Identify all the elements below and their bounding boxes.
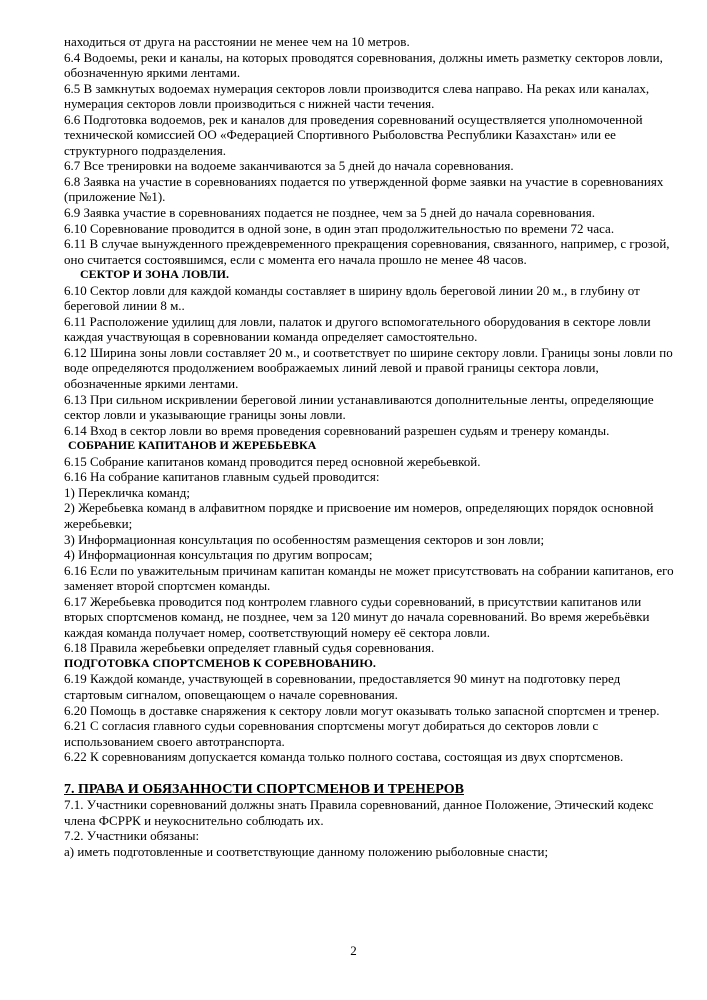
paragraph: 6.18 Правила жеребьевки определяет главный судья соревнования. (64, 640, 435, 656)
paragraph: 7.1. Участники соревнований должны знать Правила соревнований, данное Положение, Этический кодекс члена ФСРРК и неукоснительно соблюдать их. (64, 797, 654, 828)
paragraph: 6.14 Вход в сектор ловли во время проведения соревнований разрешен судьям и тренеру команды. (64, 422, 610, 438)
paragraph: 7.2. Участники обязаны: (64, 828, 200, 844)
paragraph: находиться от друга на расстоянии не менее чем на 10 метров. (64, 34, 410, 49)
section-heading: СОБРАНИЕ КАПИТАНОВ И ЖЕРЕБЬЕВКА (68, 438, 317, 453)
paragraph: 2) Жеребьевка команд в алфавитном порядке и присвоение им номеров, определяющих порядок основной жеребьевки; (64, 500, 654, 531)
section-heading: ПОДГОТОВКА СПОРТСМЕНОВ К СОРЕВНОВАНИЮ. (64, 655, 376, 670)
paragraph: 6.17 Жеребьевка проводится под контролем главного судьи соревнований, в присутствии капитанов или вторых спортсменов команд, не позднее, чем за 120 минут до начала соревнований. Во время жеребьёвки каждая команда получает номер, соответствующий номеру её сектора ловли. (64, 593, 650, 640)
paragraph: 6.16 На собрание капитанов главным судьей проводится: (64, 469, 380, 485)
paragraph: 6.21 С согласия главного судьи соревнования спортсмены могут добираться до секторов ловли с использованием своего автотранспорта. (64, 718, 599, 749)
paragraph: 6.12 Ширина зоны ловли составляет 20 м., и соответствует по ширине сектору ловли. Границы зоны ловли по воде определяются продолжением воображаемых линий левой и правой границы сектора ловли, обозначенные яркими лентами. (64, 344, 673, 392)
paragraph: 6.4 Водоемы, реки и каналы, на которых проводятся соревнования, должны иметь разметку секторов ловли, обозначенную яркими лентами. (64, 49, 663, 81)
paragraph: 6.20 Помощь в доставке снаряжения к сектору ловли могут оказывать только запасной спортсмен и тренер. (64, 702, 660, 718)
paragraph: 4) Информационная консультация по другим вопросам; (64, 547, 373, 563)
page-number: 2 (350, 943, 357, 958)
paragraph: 6.8 Заявка на участие в соревнованиях подается по утвержденной форме заявки на участие в соревнованиях (приложение №1). (64, 173, 664, 205)
paragraph: 3) Информационная консультация по особенностям размещения секторов и зон ловли; (64, 531, 545, 547)
paragraph: 6.22 К соревнованиям допускается команда только полного состава, состоящая из двух спортсменов. (64, 749, 624, 765)
paragraph: 6.10 Сектор ловли для каждой команды составляет в ширину вдоль береговой линии 20 м., в глубину от береговой линии 8 м.. (64, 282, 640, 314)
paragraph: 6.19 Каждой команде, участвующей в соревновании, предоставляется 90 минут на подготовку перед стартовым сигналом, оповещающем о начале соревнования. (64, 671, 621, 702)
paragraph: 6.5 В замкнутых водоемах нумерация секторов ловли производится слева направо. На реках или каналах, нумерация секторов ловли производиться с нижней части течения. (64, 80, 650, 112)
paragraph: а) иметь подготовленные и соответствующие данному положению рыболовные снасти; (64, 843, 549, 859)
paragraph: 6.6 Подготовка водоемов, рек и каналов для проведения соревнований осуществляется уполномоченной технической комиссией ОО «Федерацией Спортивного Рыболовства Республики Казахстан» или ее структурного подразделения. (64, 111, 643, 158)
paragraph: 6.7 Все тренировки на водоеме заканчиваются за 5 дней до начала соревнования. (64, 158, 514, 174)
paragraph: 6.10 Соревнование проводится в одной зоне, в один этап продолжительностью по времени 72 часа. (64, 220, 615, 236)
paragraph: 6.9 Заявка участие в соревнованиях подается не позднее, чем за 5 дней до начала соревнования. (64, 205, 595, 221)
section-title: 7. ПРАВА И ОБЯЗАННОСТИ СПОРТСМЕНОВ И ТРЕНЕРОВ (64, 781, 464, 797)
paragraph: 6.16 Если по уважительным причинам капитан команды не может присутствовать на собрании капитанов, его заменяет второй спортсмен команды. (64, 562, 674, 594)
paragraph: 6.11 Расположение удилищ для ловли, палаток и другого вспомогательного оборудования в секторе ловли каждая участвующая в соревновании команда определяет самостоятельно. (64, 313, 651, 345)
paragraph: 1) Перекличка команд; (64, 484, 190, 500)
section-heading: СЕКТОР И ЗОНА ЛОВЛИ. (80, 267, 229, 282)
paragraph: 6.15 Собрание капитанов команд проводится перед основной жеребьевкой. (64, 453, 481, 469)
document-body (64, 34, 677, 859)
paragraph: 6.11 В случае вынужденного преждевременного прекращения соревнования, связанного, например, с грозой, оно считается состоявшимся, если с момента его начала прошло не менее 48 часов. (64, 236, 670, 267)
paragraph: 6.13 При сильном искривлении береговой линии устанавливаются дополнительные ленты, определяющие сектор ловли и указывающие границы зоны ловли. (64, 391, 654, 423)
